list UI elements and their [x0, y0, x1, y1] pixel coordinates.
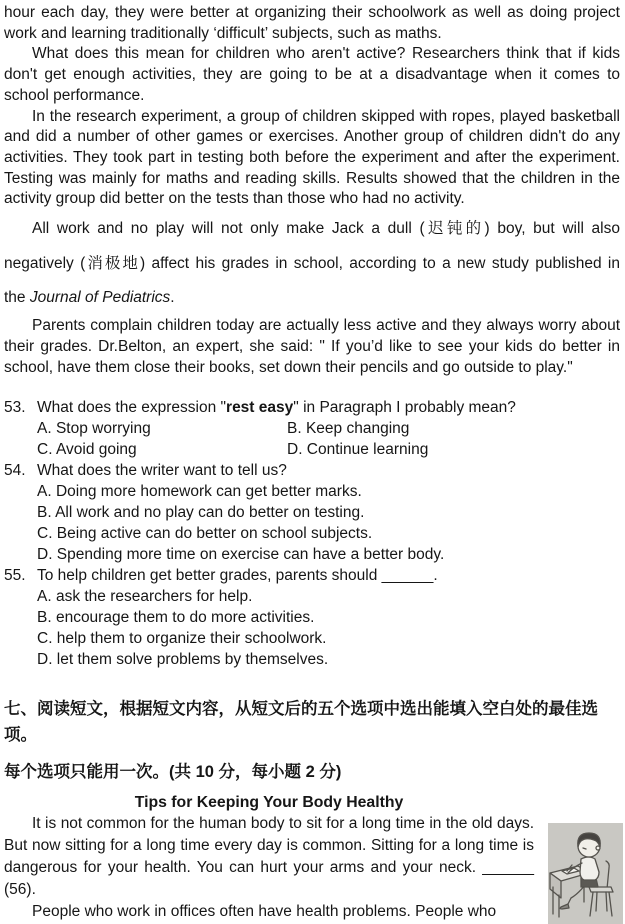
question-stem-row: [4, 460, 620, 481]
question-55: [4, 565, 620, 670]
section-seven: [4, 696, 620, 923]
stem-text: " in Paragraph I probably mean?: [293, 399, 516, 417]
question-number: 55.: [4, 567, 26, 585]
passage-text: .: [170, 289, 175, 307]
multiple-choice-questions: [4, 397, 620, 670]
option: B. encourage them to do more activities.: [37, 609, 315, 627]
boy-writing-at-desk-icon: [548, 823, 623, 924]
question-stem-row: [4, 397, 620, 418]
options-list: [37, 481, 620, 565]
passage-title: Tips for Keeping Your Body Healthy: [134, 794, 404, 812]
options-list: [37, 586, 620, 670]
option: C. help them to organize their schoolwork.: [37, 630, 327, 648]
reading-passage: [4, 3, 620, 378]
question-stem: [37, 397, 620, 418]
options-grid: [37, 418, 620, 460]
option: B. All work and no play can do better on testing.: [37, 504, 365, 522]
passage-text: the: [4, 289, 30, 307]
passage-paragraph-spaced: [4, 212, 620, 316]
option: A. Stop worrying: [37, 420, 151, 438]
tips-paragraph: It is not common for the human body to sit for a long time in the old days. But now sitting for a long time every day is common. Sitting for a long time is dangerous for your health. You can hurt your arms and your neck. ______ (56).: [4, 815, 534, 899]
option: A. ask the researchers for help.: [37, 588, 253, 606]
option: C. Being active can do better on school subjects.: [37, 525, 373, 543]
question-number: 53.: [4, 399, 26, 417]
stem-bold-phrase: rest easy: [226, 399, 294, 417]
passage-paragraph: Parents complain children today are actually less active and they always worry about their grades. Dr.Belton, an expert, she said: " If you’d like to see your kids do better in school, have them close their books, set down their pencils and go outside to play.": [4, 317, 620, 376]
passage-paragraph: What does this mean for children who aren't active? Researchers think that if kids don't get enough activities, they are going to be at a disadvantage when it comes to school performance.: [4, 45, 620, 104]
section-instructions: [4, 696, 620, 785]
stem-text: What does the expression ": [37, 399, 227, 417]
question-stem: What does the writer want to tell us?: [37, 462, 287, 480]
instructions-line: 七、阅读短文，根据短文内容，从短文后的五个选项中选出能填入空白处的最佳选项。: [4, 700, 598, 745]
option: A. Doing more homework can get better marks.: [37, 483, 362, 501]
tips-paragraph: People who work in offices often have health problems. People who: [32, 903, 497, 921]
passage-line: negatively (消极地) affect his grades in school, according to a new study published in: [4, 254, 620, 272]
question-53: [4, 397, 620, 460]
journal-title-italic: Journal of Pediatrics: [29, 289, 171, 307]
question-stem-row: [4, 565, 620, 586]
passage-paragraph-continuation: hour each day, they were better at organizing their schoolwork as well as doing project work and learning traditionally ‘difficult’ subjects, such as maths.: [4, 4, 620, 42]
passage-line: [4, 281, 620, 316]
question-stem: To help children get better grades, parents should ______.: [37, 567, 438, 585]
question-54: [4, 460, 620, 565]
option: D. Continue learning: [287, 441, 429, 459]
option: B. Keep changing: [287, 420, 410, 438]
boy-writing-at-desk-illustration: [548, 823, 623, 924]
passage-paragraph: In the research experiment, a group of children skipped with ropes, played basketball and did a number of other games or exercises. Another group of children didn't do any activities. They took part in testing both before the experiment and after the experiment. Testing was mainly for maths and reading skills. Results showed that the children in the activity group did better on the tests than those who had no activity.: [4, 107, 620, 208]
option: D. let them solve problems by themselves.: [37, 651, 329, 669]
option: C. Avoid going: [37, 441, 137, 459]
instructions-line: 每个选项只能用一次。(共 10 分，每小题 2 分): [4, 763, 342, 782]
option: D. Spending more time on exercise can have a better body.: [37, 546, 445, 564]
question-number: 54.: [4, 462, 26, 480]
passage-line: All work and no play will not only make Jack a dull (迟钝的) boy, but will also: [32, 220, 620, 238]
